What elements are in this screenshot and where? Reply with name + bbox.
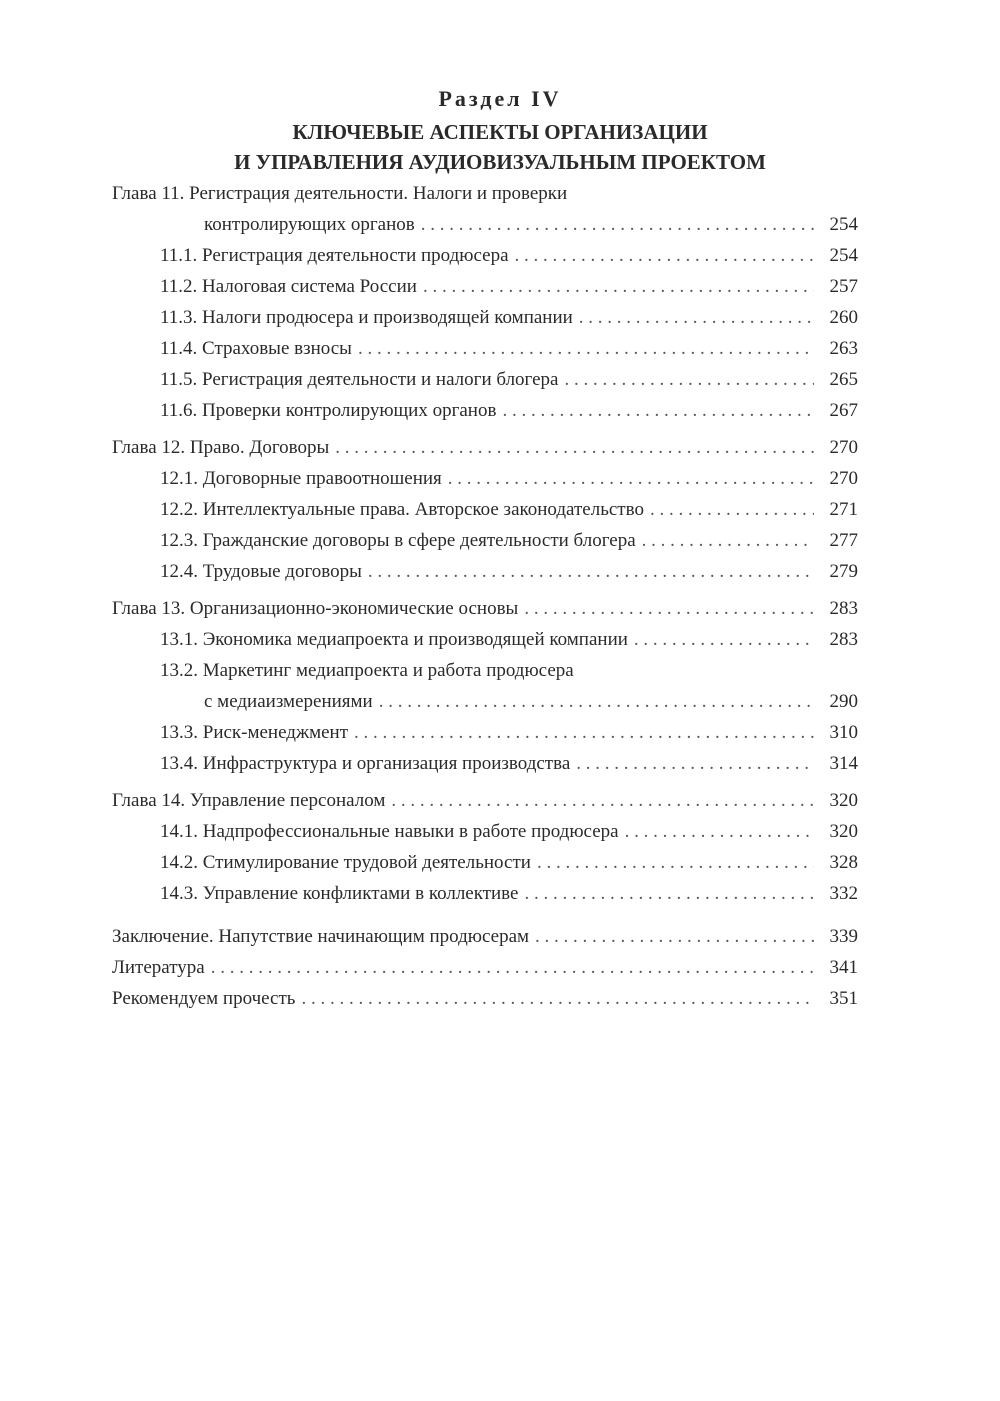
dot-leader [579,302,814,333]
page-number: 263 [829,338,858,359]
dot-leader [524,878,814,909]
toc-chapter-title-cont: контролирующих органов [204,214,415,235]
dot-leader [625,816,814,847]
dot-leader [391,785,814,816]
page-number: 283 [829,598,858,619]
page-number: 277 [829,530,858,551]
toc-item-title: 12.3. Гражданские договоры в сфере деятельности блогера [160,530,636,551]
toc-item-title: 12.1. Договорные правоотношения [160,468,442,489]
page-number: 279 [829,561,858,582]
toc-item-title: 11.4. Страховые взносы [160,338,352,359]
toc-chapter-11[interactable] [112,178,858,240]
page-number: 254 [829,245,858,266]
toc-item[interactable] [112,395,858,426]
page-number: 332 [829,883,858,904]
toc-item[interactable] [112,333,858,364]
toc-recommended[interactable] [112,983,858,1014]
page-number: 314 [829,753,858,774]
dot-leader [448,463,814,494]
toc-item-title: 13.4. Инфраструктура и организация производства [160,753,571,774]
toc-conclusion[interactable] [112,921,858,952]
dot-leader [642,525,814,556]
toc-item[interactable] [112,494,858,525]
toc-chapter-13[interactable] [112,593,858,624]
toc-chapter-14[interactable] [112,785,858,816]
page-number: 270 [829,437,858,458]
toc-item-title: 14.2. Стимулирование трудовой деятельности [160,852,531,873]
dot-leader [379,686,814,717]
toc-literature[interactable] [112,952,858,983]
toc-item[interactable] [112,878,858,909]
dot-leader [354,717,814,748]
section-title-line1: КЛЮЧЕВЫЕ АСПЕКТЫ ОРГАНИЗАЦИИ [292,120,708,144]
toc-item[interactable] [112,271,858,302]
toc-chapter-12[interactable] [112,432,858,463]
dot-leader [576,748,814,779]
toc-item-title: 14.3. Управление конфликтами в коллективе [160,883,519,904]
toc-item-title: 13.3. Риск-менеджмент [160,722,349,743]
toc-item-title: 11.5. Регистрация деятельности и налоги блогера [160,369,559,390]
page-number: 265 [829,369,858,390]
page-number: 320 [829,821,858,842]
toc-item[interactable] [112,240,858,271]
page-number: 270 [829,468,858,489]
dot-leader [502,395,814,426]
dot-leader [634,624,814,655]
dot-leader [564,364,814,395]
toc-chapter-title: Глава 13. Организационно-экономические основы [112,598,519,619]
toc-chapter-title: Глава 14. Управление персоналом [112,790,386,811]
toc-item[interactable] [112,847,858,878]
toc-item[interactable] [112,556,858,587]
toc-item[interactable] [112,624,858,655]
page-number: 339 [829,926,858,947]
page-number: 260 [829,307,858,328]
dot-leader [515,240,814,271]
toc-item[interactable] [112,302,858,333]
page-number: 310 [829,722,858,743]
toc-item-title: 12.4. Трудовые договоры [160,561,362,582]
dot-leader [211,952,814,983]
toc-chapter-title: Глава 12. Право. Договоры [112,437,330,458]
toc-item[interactable] [112,717,858,748]
dot-leader [358,333,814,364]
toc-chapter-title: Литература [112,957,205,978]
toc-chapter-title: Заключение. Напутствие начинающим продюсерам [112,926,530,947]
page-number: 257 [829,276,858,297]
dot-leader [423,271,814,302]
page-number: 290 [829,691,858,712]
dot-leader [301,983,814,1014]
toc-item[interactable] [112,525,858,556]
spacer [112,909,858,921]
page-number: 271 [829,499,858,520]
toc-item-title: 13.1. Экономика медиапроекта и производящей компании [160,629,628,650]
toc-chapter-title: Глава 11. Регистрация деятельности. Налоги и проверки [112,183,568,204]
toc-item[interactable] [112,748,858,779]
toc-item[interactable] [112,364,858,395]
page-number: 320 [829,790,858,811]
dot-leader [535,921,814,952]
dot-leader [524,593,814,624]
toc-item-title: 13.2. Маркетинг медиапроекта и работа продюсера [160,660,574,681]
toc-item-title: 11.2. Налоговая система России [160,276,417,297]
toc-item-title: 11.3. Налоги продюсера и производящей компании [160,307,573,328]
section-title-line2: И УПРАВЛЕНИЯ АУДИОВИЗУАЛЬНЫМ ПРОЕКТОМ [234,150,766,174]
toc-item-title: 11.1. Регистрация деятельности продюсера [160,245,509,266]
dot-leader [335,432,814,463]
dot-leader [650,494,814,525]
dot-leader [537,847,814,878]
toc-item[interactable] [112,655,858,717]
page-number: 341 [829,957,858,978]
section-title [0,117,1000,177]
toc-chapter-title: Рекомендуем прочесть [112,988,296,1009]
page-number: 254 [829,214,858,235]
section-label: Раздел IV [438,86,562,111]
page-number: 328 [829,852,858,873]
toc-item[interactable] [112,816,858,847]
dot-leader [421,209,814,240]
page-number: 267 [829,400,858,421]
toc-item[interactable] [112,463,858,494]
page-number: 351 [829,988,858,1009]
toc-item-title: 14.1. Надпрофессиональные навыки в работе продюсера [160,821,619,842]
toc-item-title: 11.6. Проверки контролирующих органов [160,400,497,421]
toc-item-title: 12.2. Интеллектуальные права. Авторское законодательство [160,499,644,520]
table-of-contents [112,178,858,1014]
page-number: 283 [829,629,858,650]
toc-item-title-cont: с медиаизмерениями [204,691,373,712]
dot-leader [368,556,814,587]
